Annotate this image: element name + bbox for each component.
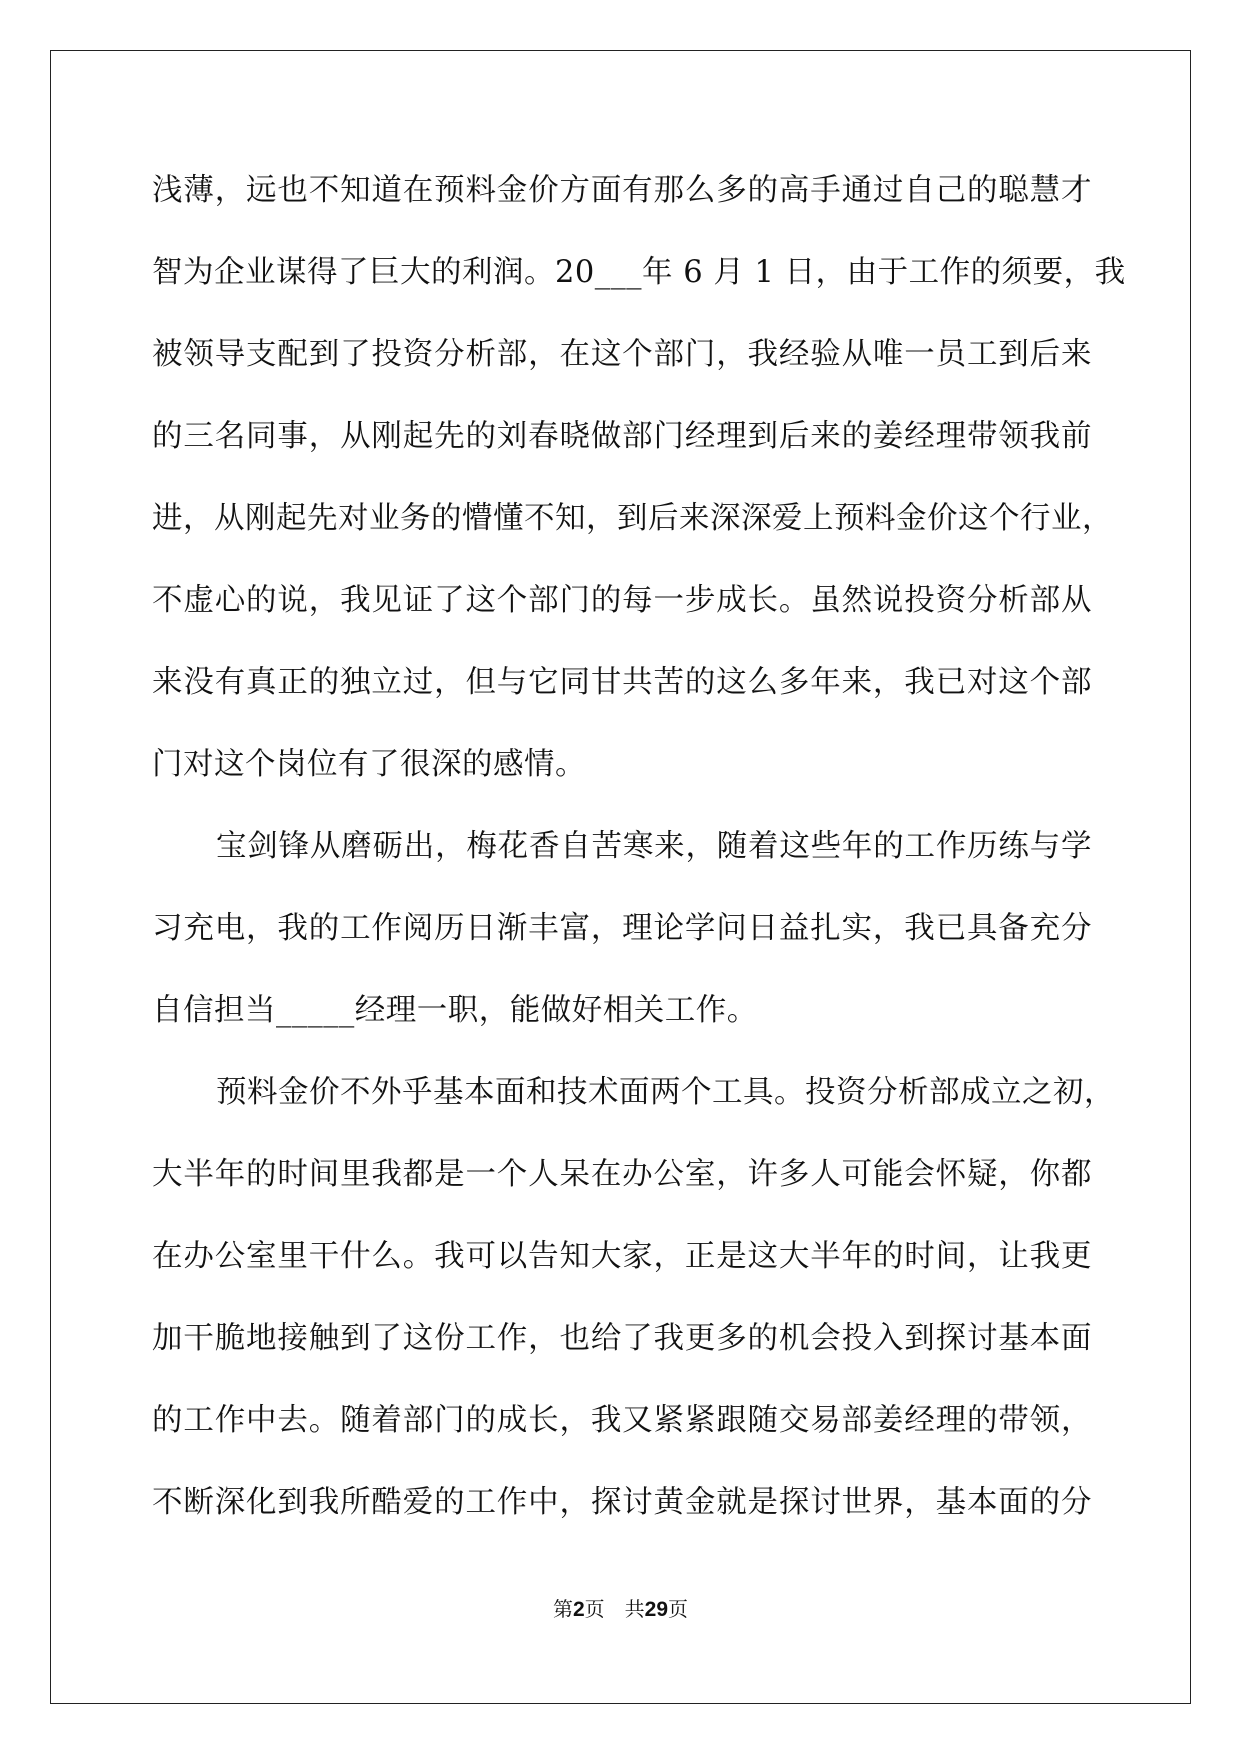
text-line: 进，从刚起先对业务的懵懂不知，到后来深深爱上预料金价这个行业， [152, 501, 1113, 536]
text-line: 智为企业谋得了巨大的利润。20___年 6 月 1 日，由于工作的须要，我 [152, 255, 1126, 290]
text-line: 不虚心的说，我见证了这个部门的每一步成长。虽然说投资分析部从 [152, 583, 1092, 618]
text-line: 加干脆地接触到了这份工作，也给了我更多的机会投入到探讨基本面 [152, 1321, 1092, 1356]
text-line: 被领导支配到了投资分析部，在这个部门，我经验从唯一员工到后来 [152, 337, 1092, 372]
text-line: 浅薄，远也不知道在预料金价方面有那么多的高手通过自己的聪慧才 [152, 173, 1092, 208]
text-line: 的工作中去。随着部门的成长，我又紧紧跟随交易部姜经理的带领， [152, 1403, 1092, 1438]
text-line: 在办公室里干什么。我可以告知大家，正是这大半年的时间，让我更 [152, 1239, 1092, 1274]
text-line: 自信担当_____经理一职，能做好相关工作。 [152, 993, 758, 1028]
total-pages-number: 29 [644, 1598, 669, 1621]
paragraph-first-line: 预料金价不外乎基本面和技术面两个工具。投资分析部成立之初， [216, 1075, 1115, 1110]
page-footer [0, 1593, 1241, 1622]
footer-page-suffix: 页 [584, 1597, 605, 1621]
text-line: 的三名同事，从刚起先的刘春晓做部门经理到后来的姜经理带领我前 [152, 419, 1092, 454]
text-line: 大半年的时间里我都是一个人呆在办公室，许多人可能会怀疑，你都 [152, 1157, 1092, 1192]
footer-prefix: 第 [552, 1597, 573, 1621]
text-line: 不断深化到我所酷爱的工作中，探讨黄金就是探讨世界，基本面的分 [152, 1485, 1092, 1520]
text-line: 门对这个岗位有了很深的感情。 [152, 747, 586, 782]
paragraph-first-line: 宝剑锋从磨砺出，梅花香自苦寒来，随着这些年的工作历练与学 [216, 829, 1092, 864]
current-page-number: 2 [572, 1598, 585, 1621]
footer-total-suffix: 页 [668, 1597, 689, 1621]
text-line: 来没有真正的独立过，但与它同甘共苦的这么多年来，我已对这个部 [152, 665, 1092, 700]
document-body [152, 150, 1126, 1544]
footer-total-prefix: 共 [624, 1597, 645, 1621]
text-line: 习充电，我的工作阅历日渐丰富，理论学问日益扎实，我已具备充分 [152, 911, 1092, 946]
